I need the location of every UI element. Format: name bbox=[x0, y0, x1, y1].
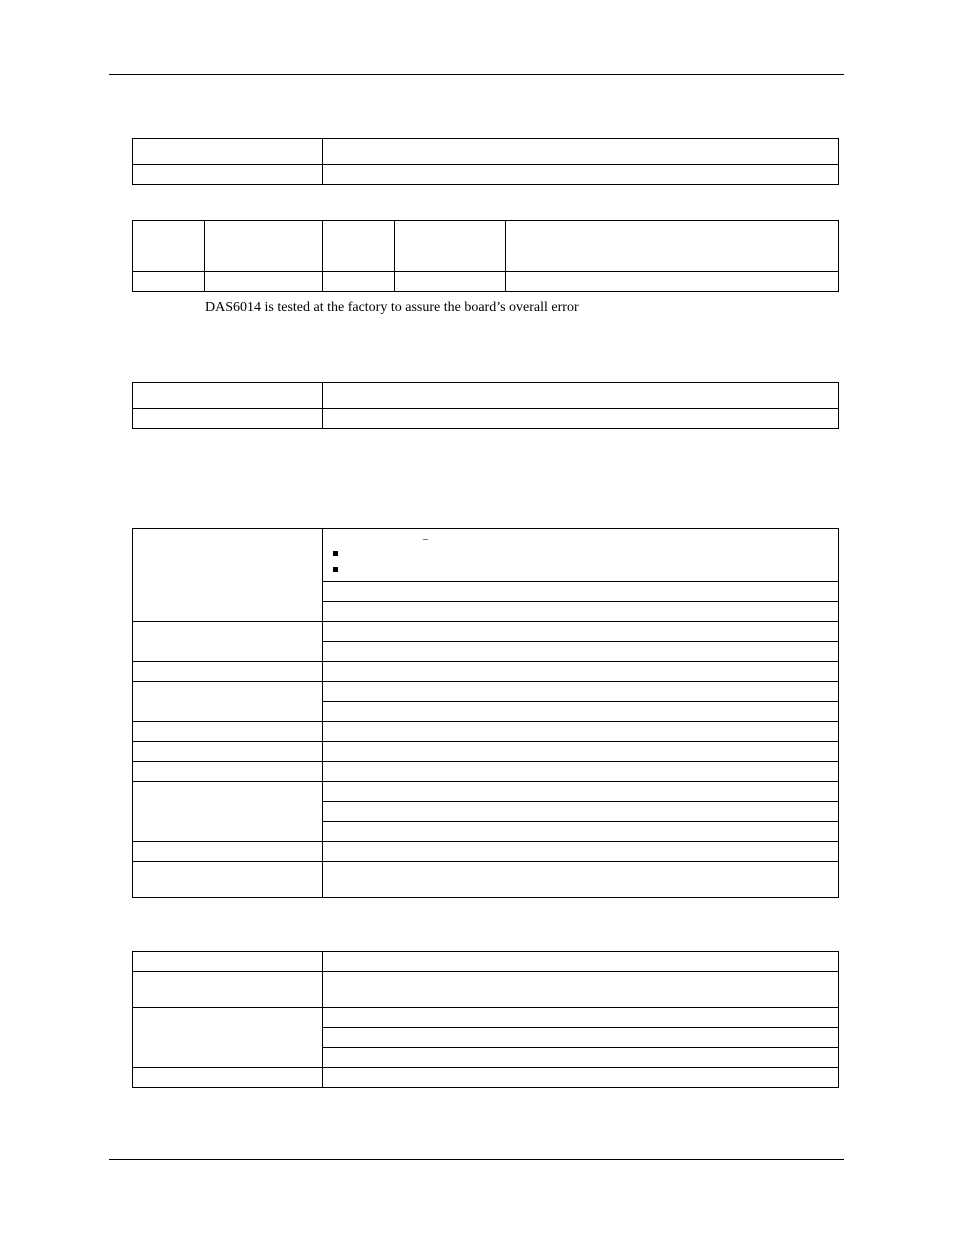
table-cell bbox=[323, 762, 839, 782]
table-cell bbox=[323, 842, 839, 862]
bullet-icon bbox=[333, 551, 338, 556]
table-cell bbox=[323, 602, 839, 622]
table-cell bbox=[133, 1008, 323, 1068]
table-cell bbox=[133, 762, 323, 782]
table-cell bbox=[133, 139, 323, 165]
table-cell bbox=[323, 221, 395, 272]
table-cell bbox=[323, 409, 839, 429]
table-cell bbox=[323, 622, 839, 642]
table-cell bbox=[133, 1068, 323, 1088]
body-paragraph: DAS6014 is tested at the factory to assure the board’s overall error bbox=[205, 300, 579, 315]
table-cell bbox=[133, 272, 205, 292]
table-cell bbox=[133, 409, 323, 429]
table-cell bbox=[323, 1068, 839, 1088]
table-cell bbox=[133, 221, 205, 272]
table-cell bbox=[133, 662, 323, 682]
table-cell bbox=[323, 802, 839, 822]
table-cell bbox=[323, 165, 839, 185]
table-cell bbox=[133, 622, 323, 662]
spec-table-5 bbox=[132, 951, 839, 1088]
table-cell bbox=[506, 221, 839, 272]
table-cell bbox=[133, 682, 323, 722]
table-cell bbox=[323, 782, 839, 802]
table-cell bbox=[323, 702, 839, 722]
list-item bbox=[327, 545, 834, 561]
table-cell bbox=[323, 822, 839, 842]
table-cell bbox=[323, 1008, 839, 1028]
bullet-icon bbox=[333, 567, 338, 572]
footer-rule bbox=[109, 1159, 844, 1160]
table-cell bbox=[133, 529, 323, 622]
minus-mark: _ bbox=[423, 530, 428, 541]
table-cell bbox=[323, 383, 839, 409]
header-rule bbox=[109, 74, 844, 75]
table-cell bbox=[323, 272, 395, 292]
table-cell bbox=[323, 139, 839, 165]
table-cell bbox=[133, 742, 323, 762]
table-cell bbox=[133, 842, 323, 862]
table-cell bbox=[205, 272, 323, 292]
table-cell bbox=[323, 722, 839, 742]
table-cell bbox=[133, 862, 323, 898]
table-cell bbox=[133, 165, 323, 185]
list-item bbox=[327, 561, 834, 577]
table-cell bbox=[133, 972, 323, 1008]
table-cell bbox=[133, 722, 323, 742]
spec-table-4 bbox=[132, 528, 839, 898]
table-cell bbox=[323, 642, 839, 662]
table-cell bbox=[323, 742, 839, 762]
table-cell bbox=[323, 972, 839, 1008]
table-cell bbox=[323, 1028, 839, 1048]
table-cell bbox=[323, 529, 839, 582]
table-cell bbox=[323, 862, 839, 898]
table-cell bbox=[506, 272, 839, 292]
table-cell bbox=[323, 682, 839, 702]
spec-table-3 bbox=[132, 382, 839, 429]
table-cell bbox=[323, 1048, 839, 1068]
table-cell bbox=[395, 221, 506, 272]
spec-table-1 bbox=[132, 138, 839, 185]
table-cell bbox=[323, 662, 839, 682]
table-cell bbox=[395, 272, 506, 292]
table-cell bbox=[133, 383, 323, 409]
table-cell bbox=[133, 782, 323, 842]
table-cell bbox=[323, 582, 839, 602]
table-cell bbox=[205, 221, 323, 272]
table-cell bbox=[133, 952, 323, 972]
spec-table-2 bbox=[132, 220, 839, 292]
table-cell bbox=[323, 952, 839, 972]
